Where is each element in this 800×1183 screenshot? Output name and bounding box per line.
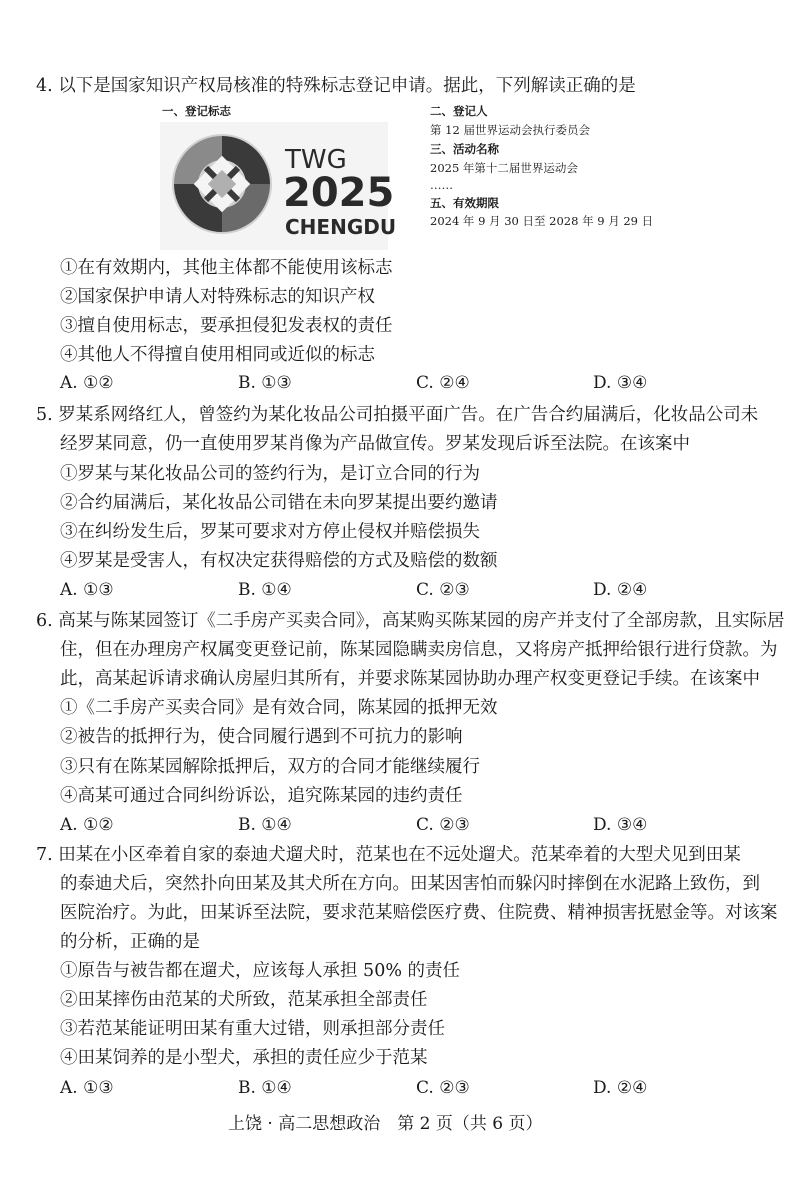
q7-choice-d: D. ②④ (593, 1078, 648, 1098)
q6-choice-d: D. ③④ (593, 815, 648, 835)
q4-choice-c: C. ②④ (416, 373, 470, 393)
q6-choice-b: B. ①④ (238, 815, 292, 835)
q6-item: ④高某可通过合同纠纷诉讼，追究陈某园的违约责任 (60, 786, 463, 806)
q6-choice-c: C. ②③ (416, 815, 470, 835)
q4-item: ④其他人不得擅自使用相同或近似的标志 (60, 345, 375, 365)
q5-item: ④罗某是受害人，有权决定获得赔偿的方式及赔偿的数额 (60, 551, 498, 571)
q4-activity-label: 三、活动名称 (430, 142, 499, 156)
q7-choice-b: B. ①④ (238, 1078, 292, 1098)
q4-item: ③擅自使用标志，要承担侵犯发表权的责任 (60, 316, 393, 336)
q6-item: ②被告的抵押行为，使合同履行遇到不可抗力的影响 (60, 727, 463, 747)
q4-ellipsis: …… (430, 178, 453, 192)
q7-choice-c: C. ②③ (416, 1078, 470, 1098)
q6-stem-line: 6. 高某与陈某园签订《二手房产买卖合同》，高某购买陈某园的房产并支付了全部房款，且实际居 (36, 611, 785, 631)
q4-stem: 4. 以下是国家知识产权局核准的特殊标志登记申请。据此，下列解读正确的是 (36, 76, 636, 96)
logo-line-city: CHENGDU (285, 215, 397, 239)
q4-choice-b: B. ①③ (238, 373, 292, 393)
q4-registrant-label: 二、登记人 (430, 104, 488, 118)
q7-choice-a: A. ①③ (60, 1078, 114, 1098)
twg-2025-logo (160, 122, 397, 250)
q6-choice-a: A. ①② (60, 815, 114, 835)
q4-activity-value: 2025 年第十二届世界运动会 (430, 161, 578, 175)
q6-item: ③只有在陈某园解除抵押后，双方的合同才能继续履行 (60, 757, 480, 777)
q6-stem-line: 此，高某起诉请求确认房屋归其所有，并要求陈某园协助办理产权变更登记手续。在该案中 (60, 669, 760, 689)
q5-choice-a: A. ①③ (60, 580, 114, 600)
q6-stem-line: 住，但在办理房产权属变更登记前，陈某园隐瞒卖房信息，又将房产抵押给银行进行贷款。为 (60, 640, 778, 660)
q7-stem-line: 的分析，正确的是 (60, 932, 200, 952)
q4-validity-value: 2024 年 9 月 30 日至 2028 年 9 月 29 日 (430, 214, 654, 228)
twg-emblem-icon (162, 122, 282, 250)
q7-item: ①原告与被告都在遛犬，应该每人承担 50% 的责任 (60, 961, 461, 981)
q5-choice-c: C. ②③ (416, 580, 470, 600)
q7-item: ②田某摔伤由范某的犬所致，范某承担全部责任 (60, 990, 428, 1010)
q7-stem-line: 医院治疗。为此，田某诉至法院，要求范某赔偿医疗费、住院费、精神损害抚慰金等。对该案 (60, 903, 778, 923)
q5-item: ①罗某与某化妆品公司的签约行为，是订立合同的行为 (60, 464, 480, 484)
q7-stem-line: 的泰迪犬后，突然扑向田某及其犬所在方向。田某因害怕而躲闪时摔倒在水泥路上致伤，到 (60, 874, 760, 894)
q4-item: ②国家保护申请人对特殊标志的知识产权 (60, 287, 375, 307)
q4-choice-a: A. ①② (60, 373, 114, 393)
q7-stem-line: 7. 田某在小区牵着自家的泰迪犬遛犬时，范某也在不远处遛犬。范某牵着的大型犬见到田某 (36, 845, 741, 865)
q5-item: ②合约届满后，某化妆品公司错在未向罗某提出要约邀请 (60, 493, 498, 513)
q7-item: ③若范某能证明田某有重大过错，则承担部分责任 (60, 1019, 445, 1039)
q4-choice-d: D. ③④ (593, 373, 648, 393)
q6-item: ①《二手房产买卖合同》是有效合同，陈某园的抵押无效 (60, 698, 498, 718)
page-footer: 上饶 · 高二思想政治 第 2 页（共 6 页） (228, 1114, 543, 1134)
q5-choice-d: D. ②④ (593, 580, 648, 600)
q5-choice-b: B. ①④ (238, 580, 292, 600)
logo-line-twg: TWG (285, 145, 347, 175)
q5-stem-line: 经罗某同意，仍一直使用罗某肖像为产品做宣传。罗某发现后诉至法院。在该案中 (60, 434, 690, 454)
q4-registrant-value: 第 12 届世界运动会执行委员会 (430, 123, 590, 137)
q4-item: ①在有效期内，其他主体都不能使用该标志 (60, 258, 393, 278)
logo-line-year: 2025 (283, 170, 395, 216)
q7-item: ④田某饲养的是小型犬，承担的责任应少于范某 (60, 1048, 428, 1068)
q4-reg-logo-label: 一、登记标志 (162, 104, 231, 118)
q5-stem-line: 5. 罗某系网络红人，曾签约为某化妆品公司拍摄平面广告。在广告合约届满后，化妆品公司未 (36, 405, 759, 425)
q4-validity-label: 五、有效期限 (430, 196, 499, 210)
q5-item: ③在纠纷发生后，罗某可要求对方停止侵权并赔偿损失 (60, 522, 480, 542)
